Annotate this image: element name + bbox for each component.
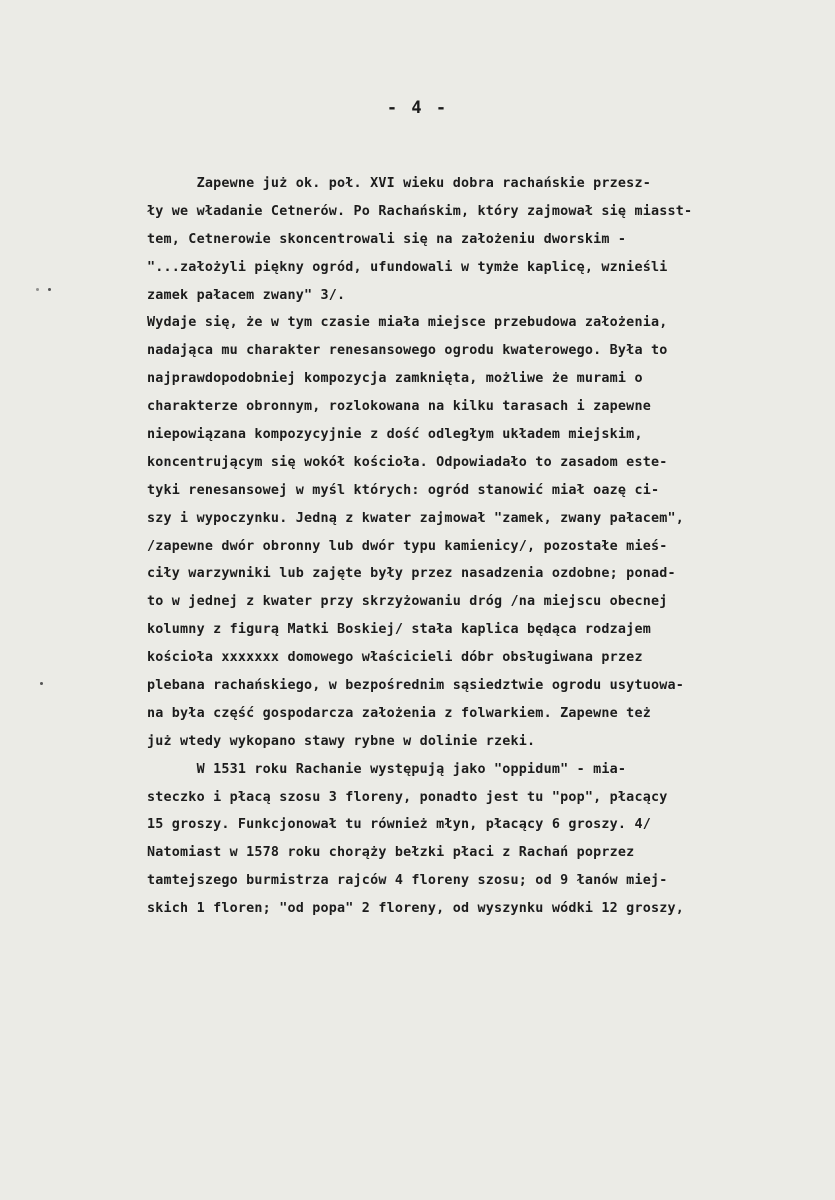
text-line: ły we władanie Cetnerów. Po Rachańskim, który zajmował się miasst-: [147, 203, 693, 219]
text-line: tyki renesansowej w myśl których: ogród stanowić miał oazę ci-: [147, 482, 660, 498]
text-line: charakterze obronnym, rozlokowana na kilku tarasach i zapewne: [147, 399, 651, 415]
text-line: nadająca mu charakter renesansowego ogrodu kwaterowego. Była to: [147, 343, 668, 359]
text-line: już wtedy wykopano stawy rybne w dolinie rzeki.: [147, 733, 536, 749]
text-line: szy i wypoczynku. Jedną z kwater zajmował "zamek, zwany pałacem",: [147, 510, 685, 526]
text-line: W 1531 roku Rachanie występują jako "oppidum" - mia-: [147, 761, 627, 777]
typed-text-body: [147, 170, 835, 923]
margin-mark: [48, 288, 51, 291]
text-line: zamek pałacem zwany" 3/.: [147, 287, 346, 303]
text-line: "...założyli piękny ogród, ufundowali w tymże kaplicę, wznieśli: [147, 259, 668, 275]
text-line: kolumny z figurą Matki Boskiej/ stała kaplica będąca rodzajem: [147, 622, 651, 638]
text-line: Wydaje się, że w tym czasie miała miejsce przebudowa założenia,: [147, 315, 668, 331]
text-line: koncentrującym się wokół kościoła. Odpowiadało to zasadom este-: [147, 454, 668, 470]
page-number: - 4 -: [386, 98, 449, 118]
margin-mark: [36, 288, 39, 291]
text-line: plebana rachańskiego, w bezpośrednim sąsiedztwie ogrodu usytuowa-: [147, 678, 685, 694]
text-line: to w jednej z kwater przy skrzyżowaniu dróg /na miejscu obecnej: [147, 594, 668, 610]
text-line: niepowiązana kompozycyjnie z dość odległym układem miejskim,: [147, 427, 643, 443]
margin-mark: [40, 682, 43, 685]
text-line: skich 1 floren; "od popa" 2 floreny, od wyszynku wódki 12 groszy,: [147, 901, 685, 917]
text-line: steczko i płacą szosu 3 floreny, ponadto jest tu "pop", płacący: [147, 789, 668, 805]
text-line: /zapewne dwór obronny lub dwór typu kamienicy/, pozostałe mieś-: [147, 538, 668, 554]
text-line: ciły warzywniki lub zajęte były przez nasadzenia ozdobne; ponad-: [147, 566, 676, 582]
text-line: na była część gospodarcza założenia z folwarkiem. Zapewne też: [147, 705, 651, 721]
text-line: tamtejszego burmistrza rajców 4 floreny szosu; od 9 łanów miej-: [147, 873, 668, 889]
text-line: kościoła xxxxxxx domowego właścicieli dóbr obsługiwana przez: [147, 650, 643, 666]
text-line: Zapewne już ok. poł. XVI wieku dobra rachańskie przesz-: [147, 176, 651, 191]
text-line: najprawdopodobniej kompozycja zamknięta, możliwe że murami o: [147, 371, 643, 387]
text-line: tem, Cetnerowie skoncentrowali się na założeniu dworskim -: [147, 231, 627, 247]
text-line: 15 groszy. Funkcjonował tu również młyn, płacący 6 groszy. 4/: [147, 817, 651, 833]
text-line: Natomiast w 1578 roku chorąży bełzki płaci z Rachań poprzez: [147, 845, 635, 861]
